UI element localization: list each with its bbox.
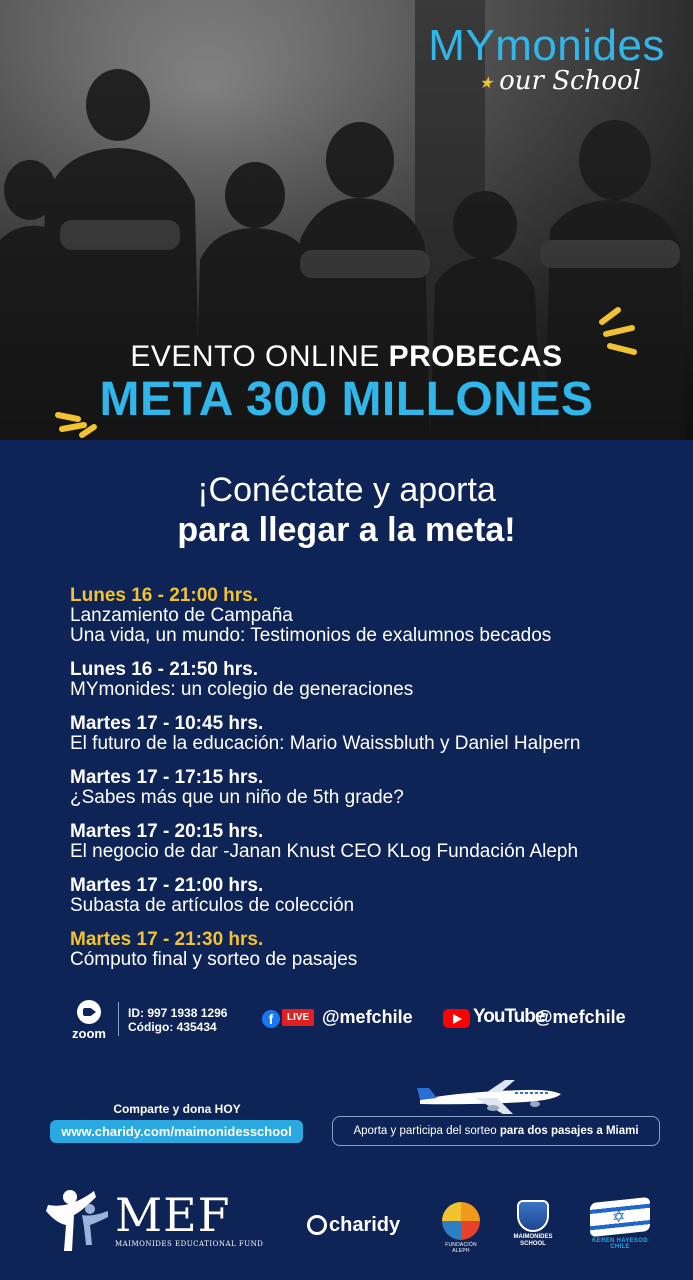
schedule-item [70, 713, 670, 754]
live-badge: LIVE [282, 1009, 314, 1026]
schedule-description: Cómputo final y sorteo de pasajes [70, 949, 358, 970]
connect-line-2: para llegar a la meta! [177, 511, 516, 549]
event-schedule [70, 585, 670, 983]
schedule-time: Martes 17 - 21:00 hrs. [70, 875, 264, 896]
raffle-prize: para dos pasajes a Miami [499, 1125, 639, 1137]
call-to-action [0, 470, 693, 550]
charidy-logo [307, 1214, 400, 1237]
schedule-description: MYmonides: un colegio de generaciones [70, 679, 414, 700]
schedule-description: Una vida, un mundo: Testimonios de exalumnos becados [70, 625, 552, 646]
schedule-time: Martes 17 - 10:45 hrs. [70, 713, 264, 734]
mef-subtitle: MAIMONIDES EDUCATIONAL FUND [115, 1240, 264, 1248]
maimonides-school-logo [508, 1200, 558, 1248]
schedule-description: El negocio de dar -Janan Knust CEO KLog Fundación Aleph [70, 841, 579, 862]
schedule-description: ¿Sabes más que un niño de 5th grade? [70, 787, 404, 808]
schedule-item [70, 585, 670, 646]
maimonides-caption: MAIMONIDES SCHOOL [513, 1234, 553, 1247]
zoom-icon [77, 1000, 101, 1024]
schedule-description: Lanzamiento de Campaña [70, 605, 293, 626]
schedule-description: El futuro de la educación: Mario Waissbluth y Daniel Halpern [70, 733, 581, 754]
charidy-icon [307, 1215, 327, 1235]
brand-subtitle: our School [499, 66, 641, 96]
star-icon: ★ [478, 72, 494, 92]
facebook-icon[interactable]: f [262, 1010, 280, 1028]
schedule-time: Martes 17 - 21:30 hrs. [70, 929, 264, 950]
hero-banner [0, 0, 693, 440]
mymonides-logo [428, 22, 665, 96]
donate-label: Comparte y dona HOY [113, 1102, 241, 1116]
brand-name: MYmonides [428, 21, 665, 70]
raffle-text: Aporta y participa del sorteo [353, 1125, 497, 1137]
fundacion-aleph-logo [440, 1202, 482, 1254]
aleph-icon [442, 1202, 480, 1240]
airplane-icon [415, 1078, 565, 1118]
charidy-wordmark: charidy [329, 1214, 401, 1236]
zoom-credentials [128, 1006, 227, 1034]
zoom-meeting-id: ID: 997 1938 1296 [128, 1006, 228, 1020]
zoom-logo[interactable] [66, 1000, 112, 1041]
raffle-banner [332, 1116, 660, 1146]
zoom-label: zoom [72, 1026, 106, 1041]
schedule-item [70, 875, 670, 916]
donation-link[interactable]: www.charidy.com/maimonidesschool [50, 1120, 303, 1143]
zoom-passcode: Código: 435434 [128, 1020, 217, 1034]
israel-flag-icon [590, 1197, 650, 1237]
schedule-item [70, 767, 670, 808]
globe-shield-icon [517, 1200, 549, 1232]
schedule-item [70, 821, 670, 862]
schedule-time: Martes 17 - 20:15 hrs. [70, 821, 264, 842]
youtube-icon[interactable] [443, 1009, 470, 1028]
schedule-description: Subasta de artículos de colección [70, 895, 355, 916]
mef-wordmark: MEF [115, 1188, 231, 1242]
streaming-channels [0, 998, 693, 1042]
schedule-item [70, 659, 670, 700]
aleph-caption: FUNDACIÓN ALEPH [445, 1242, 477, 1254]
goal-title: META 300 MILLONES [99, 373, 594, 426]
connect-line-1: ¡Conéctate y aporta [197, 471, 496, 509]
youtube-wordmark: YouTube [473, 1006, 545, 1027]
youtube-handle[interactable]: @mefchile [535, 1007, 626, 1027]
schedule-time: Martes 17 - 17:15 hrs. [70, 767, 264, 788]
divider [118, 1002, 119, 1036]
mef-logo-icon [38, 1185, 112, 1255]
keren-hayesod-logo [585, 1200, 655, 1250]
keren-caption: KEREN HAYESOD CHILE [592, 1238, 648, 1250]
event-title: EVENTO ONLINE PROBECAS [130, 340, 563, 373]
schedule-time: Lunes 16 - 21:00 hrs. [70, 585, 258, 606]
facebook-handle[interactable]: @mefchile [322, 1007, 413, 1027]
schedule-item [70, 929, 670, 970]
schedule-time: Lunes 16 - 21:50 hrs. [70, 659, 258, 680]
